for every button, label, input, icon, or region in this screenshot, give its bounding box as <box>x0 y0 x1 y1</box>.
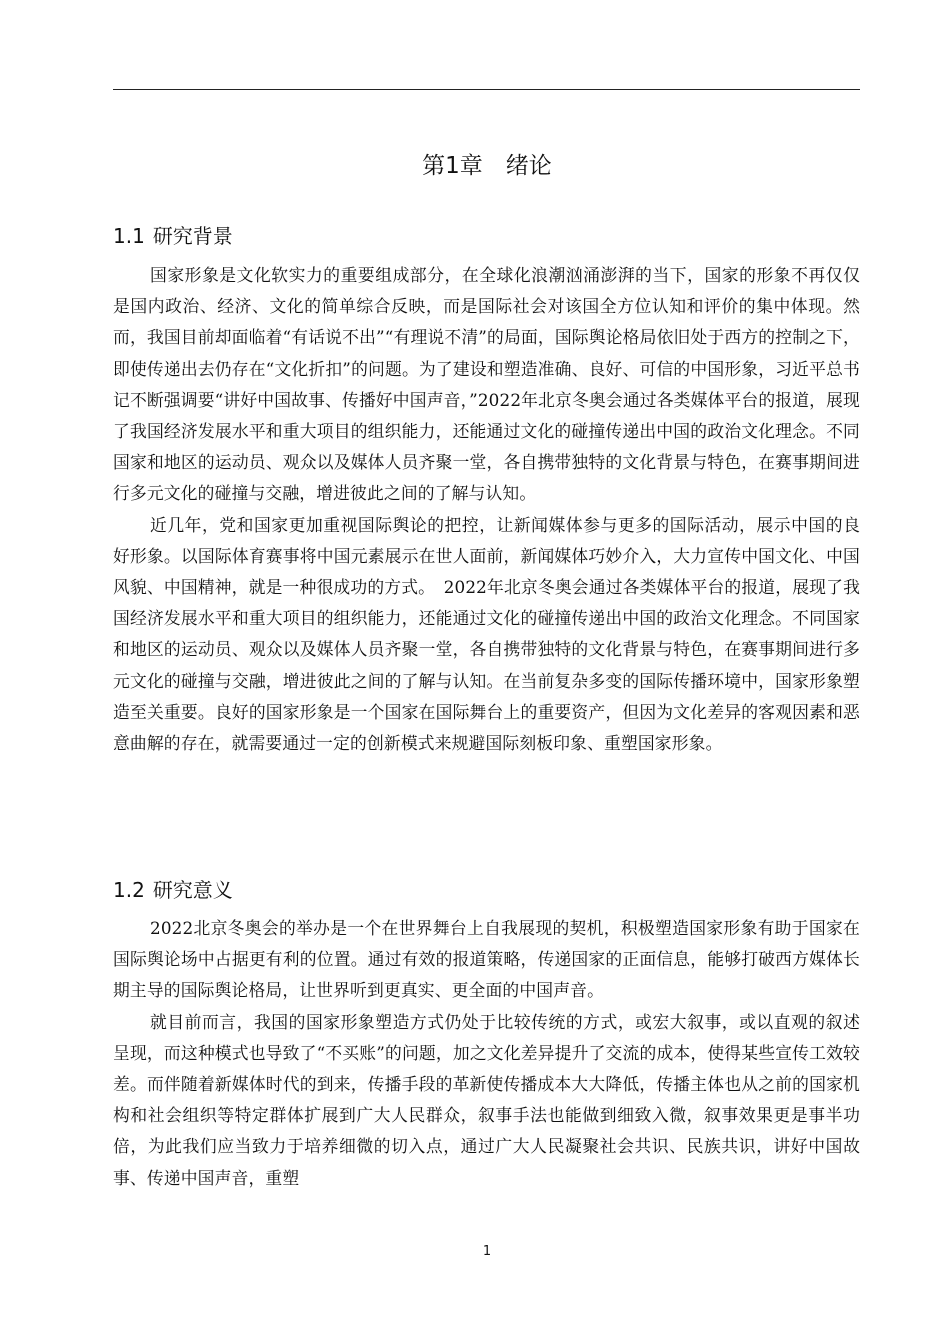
section-heading-1-2 <box>113 874 233 903</box>
section-number: 1.2 <box>113 878 145 902</box>
section-heading-1-1 <box>113 220 233 249</box>
section-title: 研究意义 <box>152 878 233 902</box>
header-rule <box>113 89 860 90</box>
paragraph: 2022北京冬奥会的举办是一个在世界舞台上自我展现的契机，积极塑造国家形象有助于国家在国际舆论场中占据更有利的位置。通过有效的报道策略，传递国家的正面信息，能够打破西方媒体长期主导的国际舆论格局，让世界听到更真实、更全面的中国声音。 <box>113 918 860 1001</box>
paragraph: 国家形象是文化软实力的重要组成部分，在全球化浪潮汹涌澎湃的当下，国家的形象不再仅仅是国内政治、经济、文化的简单综合反映，而是国际社会对该国全方位认知和评价的集中体现。然而，我国目前却面临着“有话说不出”“有理说不清”的局面，国际舆论格局依旧处于西方的控制之下，即使传递出去仍存在“文化折扣”的问题。为了建设和塑造准确、良好、可信的中国形象，习近平总书记不断强调要“讲好中国故事、传播好中国声音，”2022年北京冬奥会通过各类媒体平台的报道，展现了我国经济发展水平和重大项目的组织能力，还能通过文化的碰撞传递出中国的政治文化理念。不同国家和地区的运动员、观众以及媒体人员齐聚一堂，各自携带独特的文化背景与特色，在赛事期间进行多元文化的碰撞与交融，增进彼此之间的了解与认知。 <box>113 265 860 504</box>
section-title: 研究背景 <box>152 224 233 248</box>
paragraph: 近几年，党和国家更加重视国际舆论的把控，让新闻媒体参与更多的国际活动，展示中国的良好形象。以国际体育赛事将中国元素展示在世人面前，新闻媒体巧妙介入，大力宣传中国文化、中国风貌、中国精神，就是一种很成功的方式。 2022年北京冬奥会通过各类媒体平台的报道，展现了我国经济发展水平和重大项目的组织能力，还能通过文化的碰撞传递出中国的政治文化理念。不同国家和地区的运动员、观众以及媒体人员齐聚一堂，各自携带独特的文化背景与特色，在赛事期间进行多元文化的碰撞与交融，增进彼此之间的了解与认知。在当前复杂多变的国际传播环境中，国家形象塑造至关重要。良好的国家形象是一个国家在国际舞台上的重要资产，但因为文化差异的客观因素和恶意曲解的存在，就需要通过一定的创新模式来规避国际刻板印象、重塑国家形象。 <box>113 514 860 754</box>
chapter-title: 第1章 绪论 <box>422 153 552 179</box>
paragraph: 就目前而言，我国的国家形象塑造方式仍处于比较传统的方式，或宏大叙事，或以直观的叙述呈现，而这种模式也导致了“不买账”的问题，加之文化差异提升了交流的成本，使得某些宣传工效较差。而伴随着新媒体时代的到来，传播手段的革新使传播成本大大降低，传播主体也从之前的国家机构和社会组织等特定群体扩展到广大人民群众，叙事手法也能做到细致入微，叙事效果更是事半功倍，为此我们应当致力于培养细微的切入点，通过广大人民凝聚社会共识、民族共识，讲好中国故事、传递中国声音，重塑 <box>113 1011 860 1188</box>
section-1-2-body <box>113 913 860 1194</box>
section-number: 1.1 <box>113 224 145 248</box>
section-1-1-body <box>113 260 860 759</box>
page-number: 1 <box>482 1244 492 1259</box>
